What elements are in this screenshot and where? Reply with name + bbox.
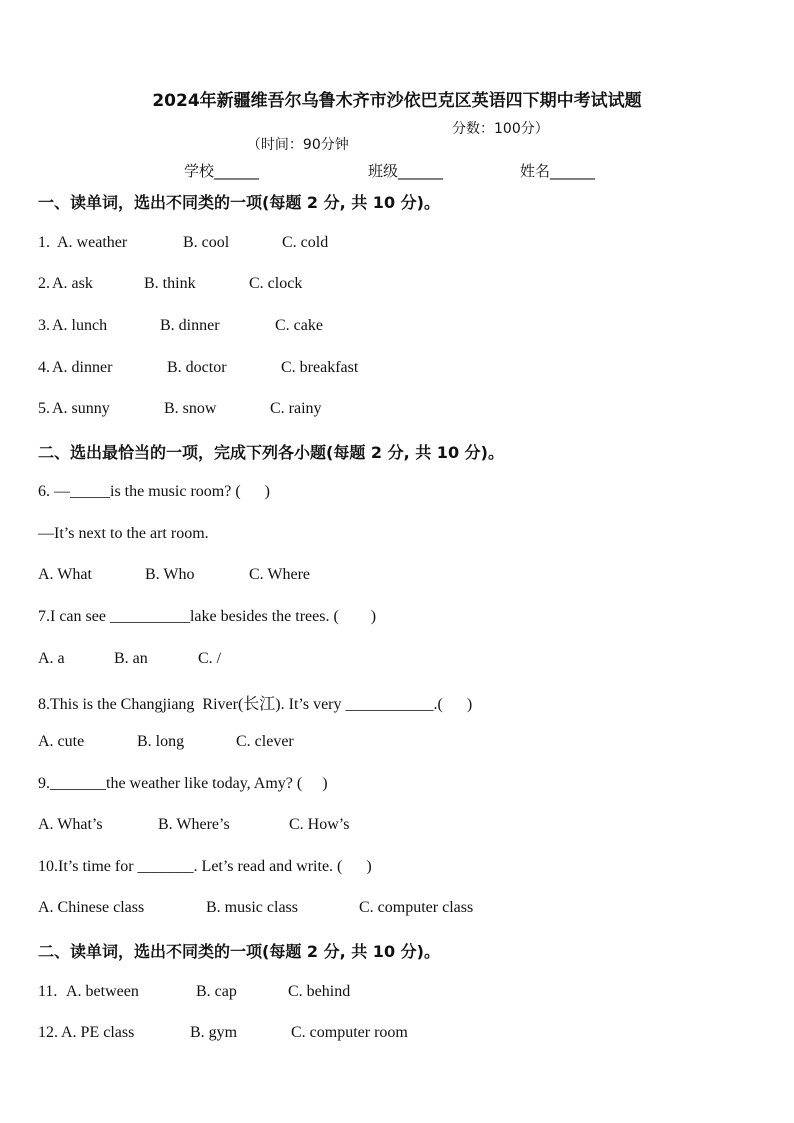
question-stem: 8.This is the Changjiang River(长江). It’s very ___________.( ) xyxy=(38,696,473,713)
option-c: C. breakfast xyxy=(281,359,359,376)
question-stem: 6. —_____is the music room? ( ) xyxy=(38,483,270,500)
option-b: B. Where’s xyxy=(158,816,230,833)
question-number: 12. xyxy=(38,1024,58,1041)
question-number: 2. xyxy=(38,275,50,292)
option-a: A. lunch xyxy=(52,317,108,334)
option-a: A. What xyxy=(38,566,92,583)
option-c: C. cold xyxy=(282,234,329,251)
class-field: 班级______ xyxy=(368,162,444,180)
option-b: B. cool xyxy=(183,234,230,251)
option-c: C. cake xyxy=(275,317,323,334)
option-b: B. dinner xyxy=(160,317,220,334)
option-a: A. ask xyxy=(52,275,93,292)
option-a: A. Chinese class xyxy=(38,899,145,916)
option-a: A. a xyxy=(38,650,65,667)
option-a: A. cute xyxy=(38,733,85,750)
question-stem: 7.I can see __________lake besides the trees. ( ) xyxy=(38,608,377,625)
question-number: 4. xyxy=(38,359,50,376)
option-b: B. doctor xyxy=(167,359,227,376)
section-heading: 二、选出最恰当的一项，完成下列各小题(每题 2 分, 共 10 分)。 xyxy=(38,443,504,462)
section-heading: 二、读单词，选出不同类的一项(每题 2 分, 共 10 分)。 xyxy=(38,942,440,961)
option-b: B. an xyxy=(114,650,148,667)
name-field: 姓名______ xyxy=(520,162,596,180)
question-stem: 10.It’s time for _______. Let’s read and write. ( ) xyxy=(38,858,372,875)
option-a: A. PE class xyxy=(61,1024,135,1041)
option-c: C. Where xyxy=(249,566,311,583)
option-c: C. rainy xyxy=(270,400,322,417)
question-stem: 9._______the weather like today, Amy? ( ) xyxy=(38,775,328,792)
option-a: A. weather xyxy=(57,234,128,251)
option-b: B. cap xyxy=(196,983,237,1000)
option-b: B. Who xyxy=(145,566,195,583)
question-number: 3. xyxy=(38,317,50,334)
exam-score: 分数：100分） xyxy=(452,121,549,137)
school-field: 学校______ xyxy=(184,162,260,180)
question-number: 1. xyxy=(38,234,54,251)
option-b: B. music class xyxy=(206,899,298,916)
option-b: B. snow xyxy=(164,400,217,417)
option-a: A. What’s xyxy=(38,816,103,833)
option-c: C. How’s xyxy=(289,816,350,833)
option-b: B. long xyxy=(137,733,185,750)
question-number: 5. xyxy=(38,400,50,417)
option-c: C. clever xyxy=(236,733,294,750)
option-c: C. computer room xyxy=(291,1024,408,1041)
option-c: C. clock xyxy=(249,275,303,292)
exam-time: （时间：90分钟 xyxy=(246,137,349,153)
option-a: A. dinner xyxy=(52,359,113,376)
option-a: A. sunny xyxy=(52,400,110,417)
question-number: 11. xyxy=(38,983,62,1000)
option-b: B. think xyxy=(144,275,196,292)
option-a: A. between xyxy=(66,983,139,1000)
option-c: C. computer class xyxy=(359,899,474,916)
option-c: C. / xyxy=(198,650,222,667)
option-c: C. behind xyxy=(288,983,351,1000)
question-stem-reply: —It’s next to the art room. xyxy=(38,525,209,542)
section-heading: 一、读单词，选出不同类的一项(每题 2 分, 共 10 分)。 xyxy=(38,193,440,212)
exam-title: 2024年新疆维吾尔乌鲁木齐市沙依巴克区英语四下期中考试试题 xyxy=(152,91,642,111)
option-b: B. gym xyxy=(190,1024,238,1041)
